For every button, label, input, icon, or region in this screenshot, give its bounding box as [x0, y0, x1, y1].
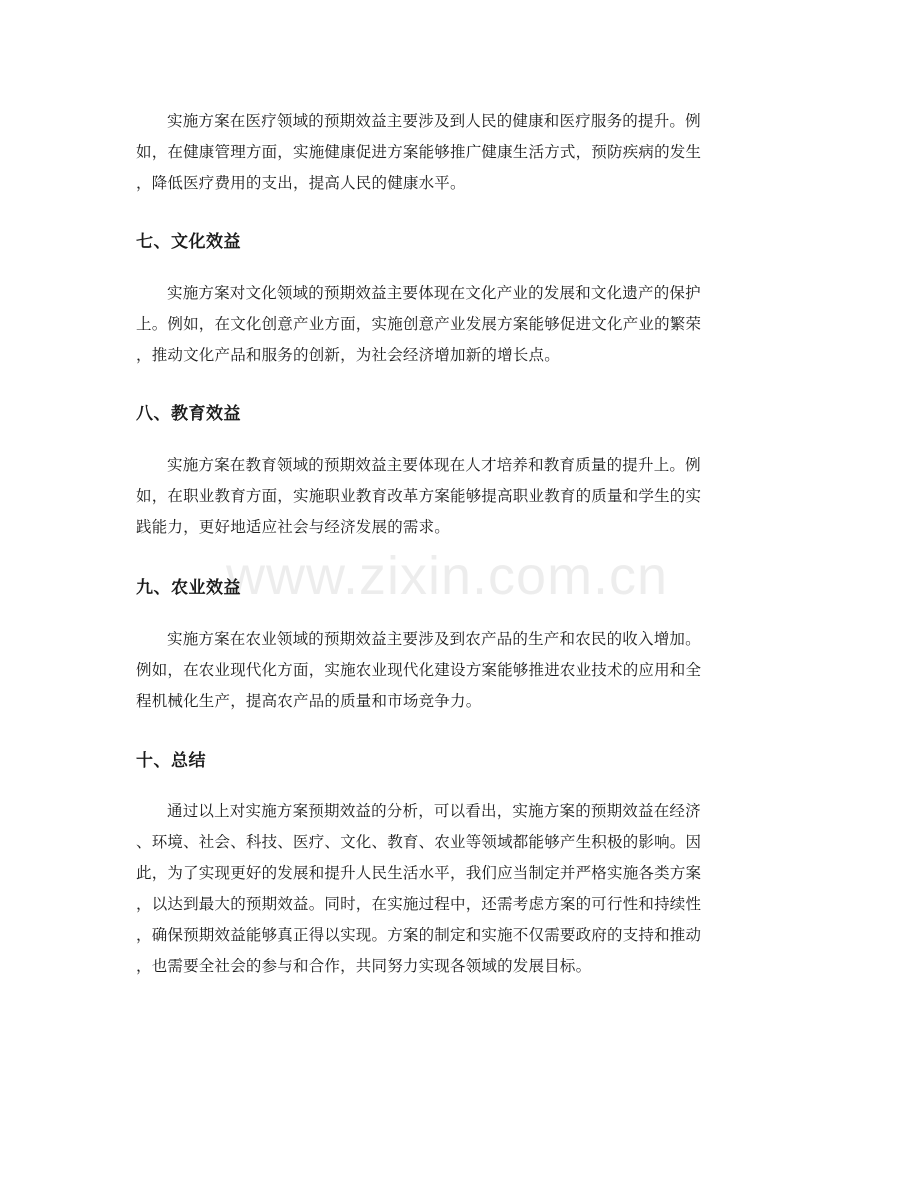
- watermark: www.zixin.com.cn: [226, 546, 669, 606]
- education-paragraph: [136, 450, 784, 543]
- paragraph-line: ，降低医疗费用的支出，提高人民的健康水平。: [136, 174, 466, 192]
- section-heading-agriculture: 九、农业效益: [136, 578, 241, 598]
- summary-paragraph: [136, 796, 784, 982]
- paragraph-line: 实施方案在医疗领域的预期效益主要涉及到人民的健康和医疗服务的提升。例: [167, 112, 701, 130]
- medical-paragraph: [136, 106, 784, 199]
- paragraph-line: 实施方案在农业领域的预期效益主要涉及到农产品的生产和农民的收入增加。: [167, 630, 701, 648]
- agriculture-paragraph: [136, 624, 784, 717]
- paragraph-line: 通过以上对实施方案预期效益的分析，可以看出，实施方案的预期效益在经济: [167, 802, 701, 820]
- paragraph-line: 程机械化生产，提高农产品的质量和市场竞争力。: [136, 692, 482, 710]
- section-heading-education: 八、教育效益: [136, 404, 241, 424]
- paragraph-line: ，确保预期效益能够真正得以实现。方案的制定和实施不仅需要政府的支持和推动: [136, 926, 702, 944]
- paragraph-line: 如，在职业教育方面，实施职业教育改革方案能够提高职业教育的质量和学生的实: [136, 487, 702, 505]
- paragraph-line: 如，在健康管理方面，实施健康促进方案能够推广健康生活方式，预防疾病的发生: [136, 143, 702, 161]
- paragraph-line: 践能力，更好地适应社会与经济发展的需求。: [136, 518, 451, 536]
- section-heading-summary: 十、总结: [136, 751, 206, 771]
- paragraph-line: 实施方案对文化领域的预期效益主要体现在文化产业的发展和文化遗产的保护: [167, 284, 701, 302]
- paragraph-line: 、环境、社会、科技、医疗、文化、教育、农业等领域都能够产生积极的影响。因: [136, 833, 702, 851]
- paragraph-line: 实施方案在教育领域的预期效益主要体现在人才培养和教育质量的提升上。例: [167, 456, 701, 474]
- culture-paragraph: [136, 278, 784, 371]
- paragraph-line: 例如，在农业现代化方面，实施农业现代化建设方案能够推进农业技术的应用和全: [136, 661, 702, 679]
- paragraph-line: ，也需要全社会的参与和合作，共同努力实现各领域的发展目标。: [136, 957, 592, 975]
- paragraph-line: 此，为了实现更好的发展和提升人民生活水平，我们应当制定并严格实施各类方案: [136, 864, 702, 882]
- paragraph-line: ，推动文化产品和服务的创新，为社会经济增加新的增长点。: [136, 346, 560, 364]
- section-heading-culture: 七、文化效益: [136, 232, 241, 252]
- paragraph-line: ，以达到最大的预期效益。同时，在实施过程中，还需考虑方案的可行性和持续性: [136, 895, 702, 913]
- paragraph-line: 上。例如，在文化创意产业方面，实施创意产业发展方案能够促进文化产业的繁荣: [136, 315, 702, 333]
